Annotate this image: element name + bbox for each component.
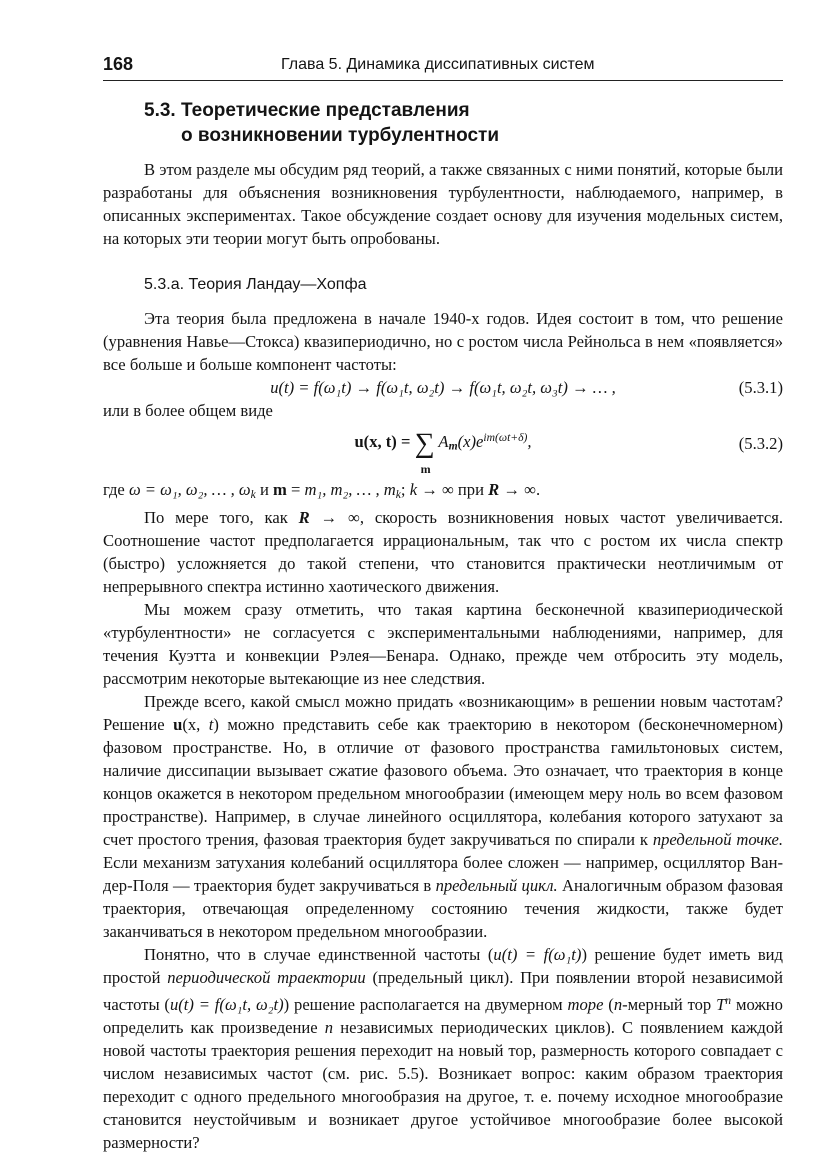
lhs-text: u(x, t) =	[354, 431, 415, 451]
text-run: k	[250, 487, 256, 501]
text-run: u(t) = f(ω₁t)	[493, 944, 582, 964]
tail: ,	[527, 431, 532, 451]
text-run: В этом разделе мы обсудим ряд теорий, а также связанных с ними понятий, которые были разработаны для объяснения возникновения турбулентности, наблюдаемого, например, в описанных экспериментах. Такое обсуждение создает основу для изучения модельных систем, на которых эти теории могут быть опробованы.	[103, 160, 783, 248]
paragraph	[103, 690, 783, 943]
text-run: Прежде всего, какой смысл можно придать «возникающим» в решении новым частотам? Решение	[103, 691, 783, 734]
text-run: Аналогичным образом фазовая траектория, отвечающая определенному состоянию течения жидкости, также будет заканчиваться в некотором предельном многообразии.	[103, 875, 783, 941]
text-run: ) решение будет иметь вид простой	[103, 944, 783, 987]
text-run: торе	[567, 994, 604, 1014]
text-run: и	[255, 480, 273, 499]
term-rest: (x)e	[457, 431, 484, 451]
text-run: → ∞, скорость возникновения новых частот увеличивается. Соотношение частот предполагается иррациональным, так что с ростом их числа спектр (быстро) усложняется до такой степени, что становится практически неотличимым от непрерывного спектра истинно хаотического движения.	[103, 507, 783, 596]
text-run: R	[298, 507, 310, 527]
text-run: k	[409, 480, 418, 499]
page-number: 168	[103, 54, 134, 74]
text-run: u	[173, 714, 183, 734]
paragraph	[103, 943, 783, 1154]
text-run: ) можно представить себе как траекторию в некотором (бесконечномерном) фазовом пространстве. Но, в отличие от фазового пространства гамильтоновых систем, наличие диссипации вызывает сжатие фазового объема. Это означает, что траектория в конце концов окажется в некотором предельном многообразии (имеющем меру ноль во всем фазовом пространстве). Например, в случае линейного осциллятора, колебания которого затухают за счет простого трения, фазовая траектория будет закручиваться по спирали к	[103, 714, 783, 849]
text-run: n	[324, 1017, 334, 1037]
equation-5-3-2	[103, 426, 783, 478]
text-run: m	[272, 480, 287, 499]
equation-number: (5.3.2)	[738, 434, 783, 453]
text-run: периодической траектории	[167, 967, 366, 987]
connector-text: или в более общем виде	[103, 401, 273, 420]
paragraph	[103, 598, 783, 690]
text-run: R	[488, 480, 500, 499]
page-body	[103, 158, 783, 1154]
sum-symbol	[414, 427, 435, 476]
section-title-line2: о возникновении турбулентности	[181, 125, 500, 146]
paragraph	[103, 506, 783, 598]
text-run: ) решение располагается на двумерном	[283, 994, 568, 1014]
text-run: ;	[400, 480, 410, 499]
text-run: Понятно, что в случае единственной частоты (	[144, 944, 494, 964]
sum-glyph: ∑	[414, 427, 435, 459]
text-run: T	[716, 994, 726, 1014]
sum-index: m	[420, 461, 431, 476]
term-sub: m	[448, 439, 458, 453]
text-run: k	[395, 487, 401, 501]
text-run: где	[103, 480, 129, 499]
text-run: (предельный цикл). При появлении второй независимой частоты (	[103, 967, 783, 1014]
text-run: -мерный тор	[622, 994, 717, 1014]
equation-text: u(t) = f(ω₁t) → f(ω₁t, ω₂t) → f(ω₁t, ω₂t, ω₃t) → … ,	[270, 378, 616, 397]
text-run: (	[603, 994, 614, 1014]
text-run: → ∞.	[499, 480, 541, 499]
text-run: независимых периодических циклов). С появлением каждой новой частоты траектория решения переходит на новый тор, размерность которого совпадает с числом независимых частот (см. рис. 5.5). Возникает вопрос: каким образом траектория переходит с одного предельного многообразия на другое, т. е. почему исходное многообразие становится неустойчивым и возникает другое устойчивое многообразие более высокой размерности?	[103, 1017, 784, 1152]
text-run: n	[725, 993, 732, 1007]
text-run: Мы можем сразу отметить, что такая картина бесконечной квазипериодической «турбулентности» не согласуется с экспериментальными наблюдениями, например, для течения Куэтта и конвекции Рэлея—Бенара. Однако, прежде чем отбросить эту модель, рассмотрим некоторые вытекающие из нее следствия.	[103, 599, 783, 688]
text-run: (x,	[182, 714, 209, 734]
text-run: n	[613, 994, 623, 1014]
text-run: =	[286, 480, 305, 499]
running-title: Глава 5. Динамика диссипативных систем	[281, 56, 595, 73]
text-run: ω = ω₁, ω₂, … , ω	[128, 480, 251, 499]
text-run: → ∞ при	[417, 480, 489, 499]
term: A	[438, 431, 449, 451]
text-run: предельной точке.	[652, 829, 784, 849]
text-run: t	[208, 714, 214, 734]
text-run: Эта теория была предложена в начале 1940-х годов. Идея состоит в том, что решение (уравнения Навье—Стокса) квазипериодично, но с ростом числа Рейнольса в нем «появляется» все больше и больше компонент частоты:	[103, 309, 783, 374]
equation-number: (5.3.1)	[738, 378, 783, 397]
section-title-line1: 5.3. Теоретические представления	[144, 100, 470, 121]
equation-5-3-1	[103, 376, 783, 399]
subsection-heading: 5.3.а. Теория Ландау—Хопфа	[144, 276, 367, 293]
text-run: u(t) = f(ω₁t, ω₂t)	[169, 994, 284, 1014]
equation-lhs	[354, 432, 414, 451]
paragraph	[103, 478, 783, 506]
exponent: im(ωt+δ)	[483, 431, 528, 444]
running-header	[103, 54, 783, 81]
text-run: Если механизм затухания колебаний осциллятора более сложен — например, осциллятор Ван-дер-Поля — траектория будет закручиваться в	[103, 852, 783, 895]
text-run: можно определить как произведение	[103, 994, 783, 1037]
text-run: По мере того, как	[144, 507, 299, 527]
paragraph	[103, 158, 783, 250]
section-title	[144, 98, 499, 148]
text-run: предельный цикл.	[435, 875, 558, 895]
paragraph	[103, 307, 783, 376]
text-run: m₁, m₂, … , m	[304, 480, 396, 499]
